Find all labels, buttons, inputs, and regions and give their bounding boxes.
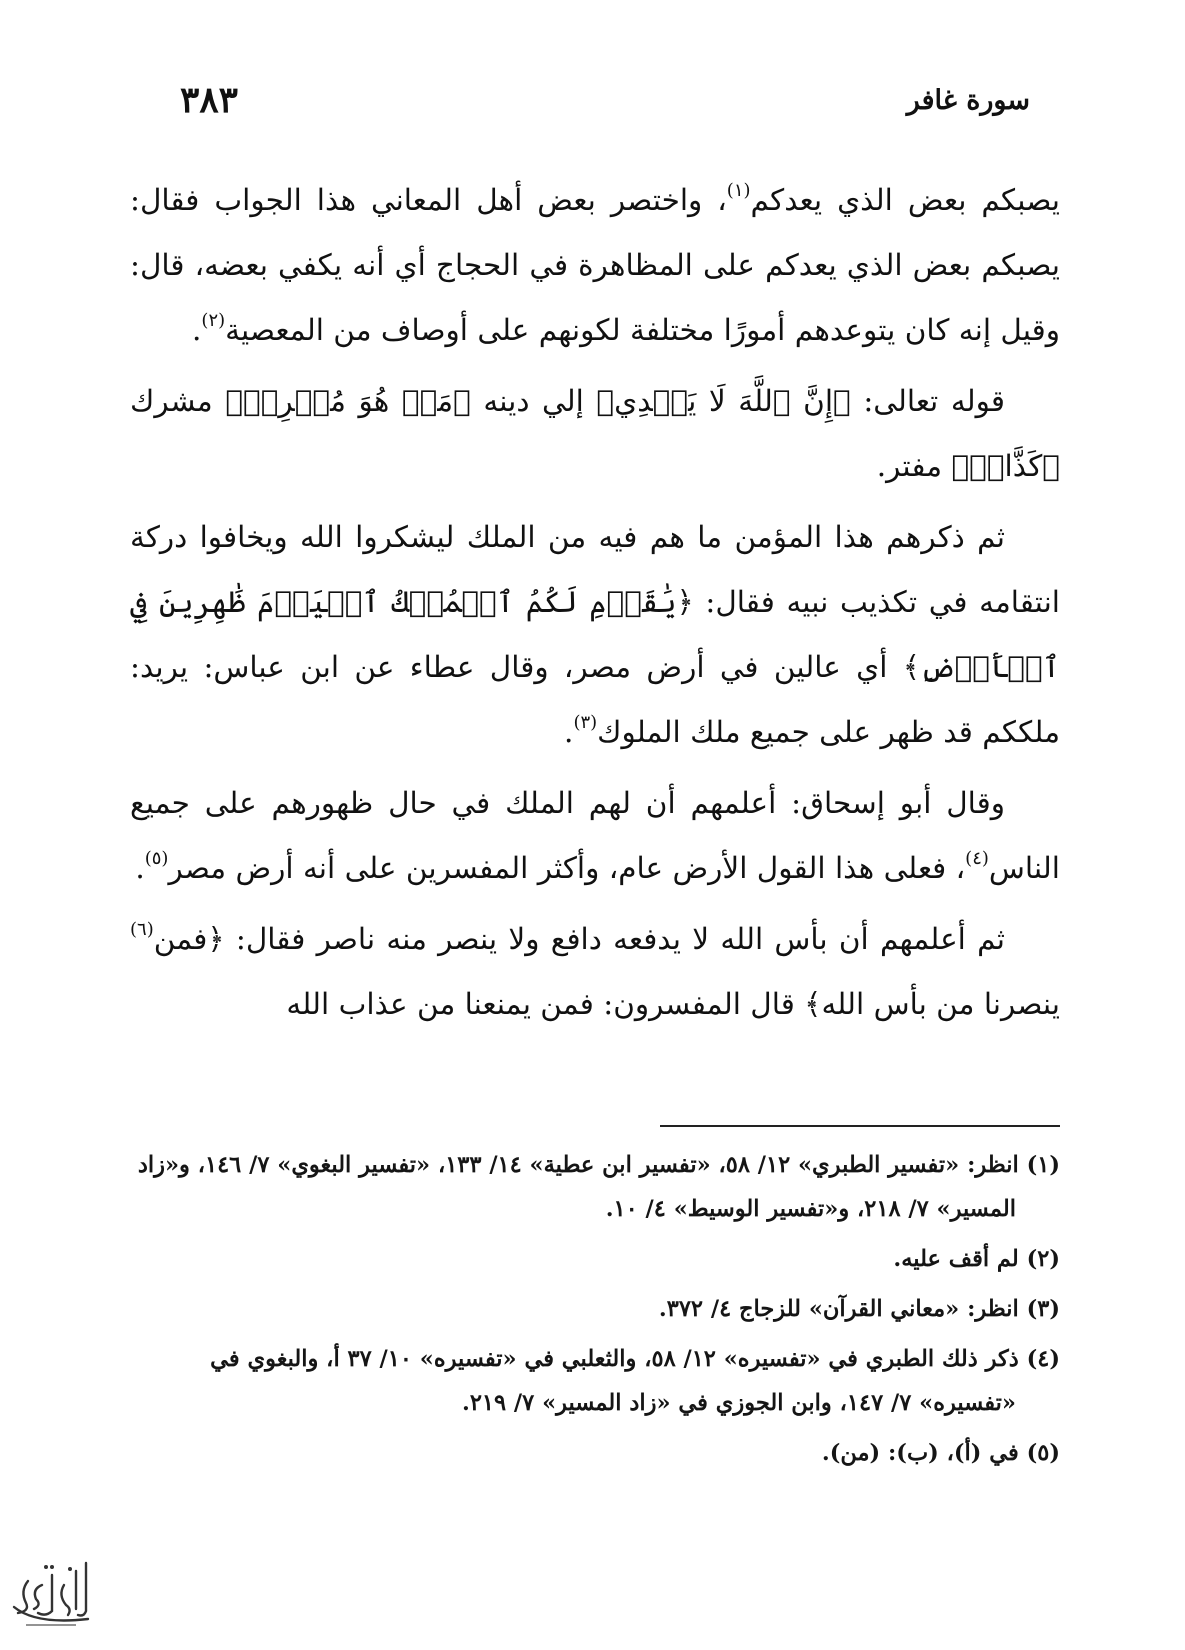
text-run: إلي دينه bbox=[470, 384, 597, 418]
text-run: . bbox=[135, 851, 145, 885]
footnotes bbox=[120, 1143, 1060, 1481]
text-run: ثم أعلمهم أن بأس الله لا يدفعه دافع ولا ينصر منه ناصر فقال: bbox=[224, 922, 1005, 956]
surah-title: سورة غافر bbox=[906, 84, 1030, 116]
quran-verse: ﴿مَنۡ هُوَ مُسۡرِفٞ﴾ bbox=[225, 384, 471, 418]
paragraph bbox=[130, 771, 1060, 901]
page-header bbox=[180, 70, 1030, 130]
footnote-ref: (٦) bbox=[130, 919, 154, 940]
text-run: أي عالين في أرض مصر، وقال عطاء عن ابن عباس: يريد: ملككم قد ظهر على جميع ملك الملوك bbox=[130, 650, 1060, 749]
footnote-ref: (٢) bbox=[201, 310, 226, 331]
footnote-ref: (٤) bbox=[965, 848, 989, 869]
text-run: وقال أبو إسحاق: أعلمهم أن لهم الملك في حال ظهورهم على جميع الناس bbox=[130, 786, 1060, 885]
text-run: ، فعلى هذا القول الأرض عام، وأكثر المفسرين على أنه أرض مصر bbox=[168, 851, 966, 885]
quran-verse: ﴿يَٰقَوۡمِ لَكُمُ ٱلۡمُلۡكُ ٱلۡيَوۡمَ ظَٰهِرِينَ فِي ٱلۡأَرۡضِ﴾ bbox=[130, 585, 1060, 684]
page-number: ٣٨٣ bbox=[180, 79, 239, 121]
footnote-4: (٤) ذكر ذلك الطبري في «تفسيره» ١٢/ ٥٨، والثعلبي في «تفسيره» ١٠/ ٣٧ أ، والبغوي في «تفسيره» ٧/ ١٤٧، وابن الجوزي في «زاد المسير» ٧/ ٢١٩. bbox=[210, 1346, 1060, 1416]
paragraph bbox=[130, 369, 1060, 499]
paragraph bbox=[130, 505, 1060, 765]
footnote-separator bbox=[660, 1125, 1060, 1127]
text-run: ، واختصر بعض أهل المعاني هذا الجواب فقال: يصبكم بعض الذي يعدكم على المظاهرة في الحجاج أي أنه يكفي بعضه، قال: وقيل إنه كان يتوعدهم أمورًا مختلفة لكونهم على أوصاف من المعصية bbox=[130, 183, 1060, 347]
text-run: مفتر. bbox=[876, 449, 952, 483]
quran-verse: ﴿إِنَّ ٱللَّهَ لَا يَهۡدِي﴾ bbox=[596, 384, 851, 418]
paragraph bbox=[130, 907, 1060, 1037]
quran-verse: ﴿فمن bbox=[153, 922, 225, 956]
footnote-ref: (١) bbox=[726, 180, 751, 201]
text-run: . bbox=[564, 715, 574, 749]
footnote-ref: (٣) bbox=[573, 712, 598, 733]
publisher-logo-icon bbox=[6, 1555, 94, 1631]
footnote-5: (٥) في (أ)، (ب): (من). bbox=[821, 1440, 1060, 1466]
quran-verse: ﴿كَذَّابٞ﴾ bbox=[951, 449, 1060, 483]
footnote-3: (٣) انظر: «معاني القرآن» للزجاج ٤/ ٣٧٢. bbox=[658, 1296, 1060, 1322]
footnote-2: (٢) لم أقف عليه. bbox=[893, 1246, 1060, 1272]
main-text bbox=[130, 168, 1060, 1043]
text-run: . bbox=[192, 313, 202, 347]
text-run: مشرك bbox=[130, 384, 226, 418]
text-run: ثم ذكرهم هذا المؤمن ما هم فيه من الملك ليشكروا الله ويخافوا دركة انتقامه في تكذيب نبيه فقال: bbox=[130, 520, 1060, 619]
quran-verse: ينصرنا من بأس الله﴾ bbox=[804, 987, 1060, 1021]
text-run: يصبكم بعض الذي يعدكم bbox=[750, 183, 1061, 217]
text-run: قال المفسرون: فمن يمنعنا من عذاب الله bbox=[286, 987, 805, 1021]
footnote-ref: (٥) bbox=[144, 848, 169, 869]
text-run: قوله تعالى: bbox=[850, 384, 1006, 418]
paragraph bbox=[130, 168, 1060, 363]
footnote-1: (١) انظر: «تفسير الطبري» ١٢/ ٥٨، «تفسير ابن عطية» ١٤/ ١٣٣، «تفسير البغوي» ٧/ ١٤٦، و«زاد المسير» ٧/ ٢١٨، و«تفسير الوسيط» ٤/ ١٠. bbox=[137, 1152, 1060, 1222]
